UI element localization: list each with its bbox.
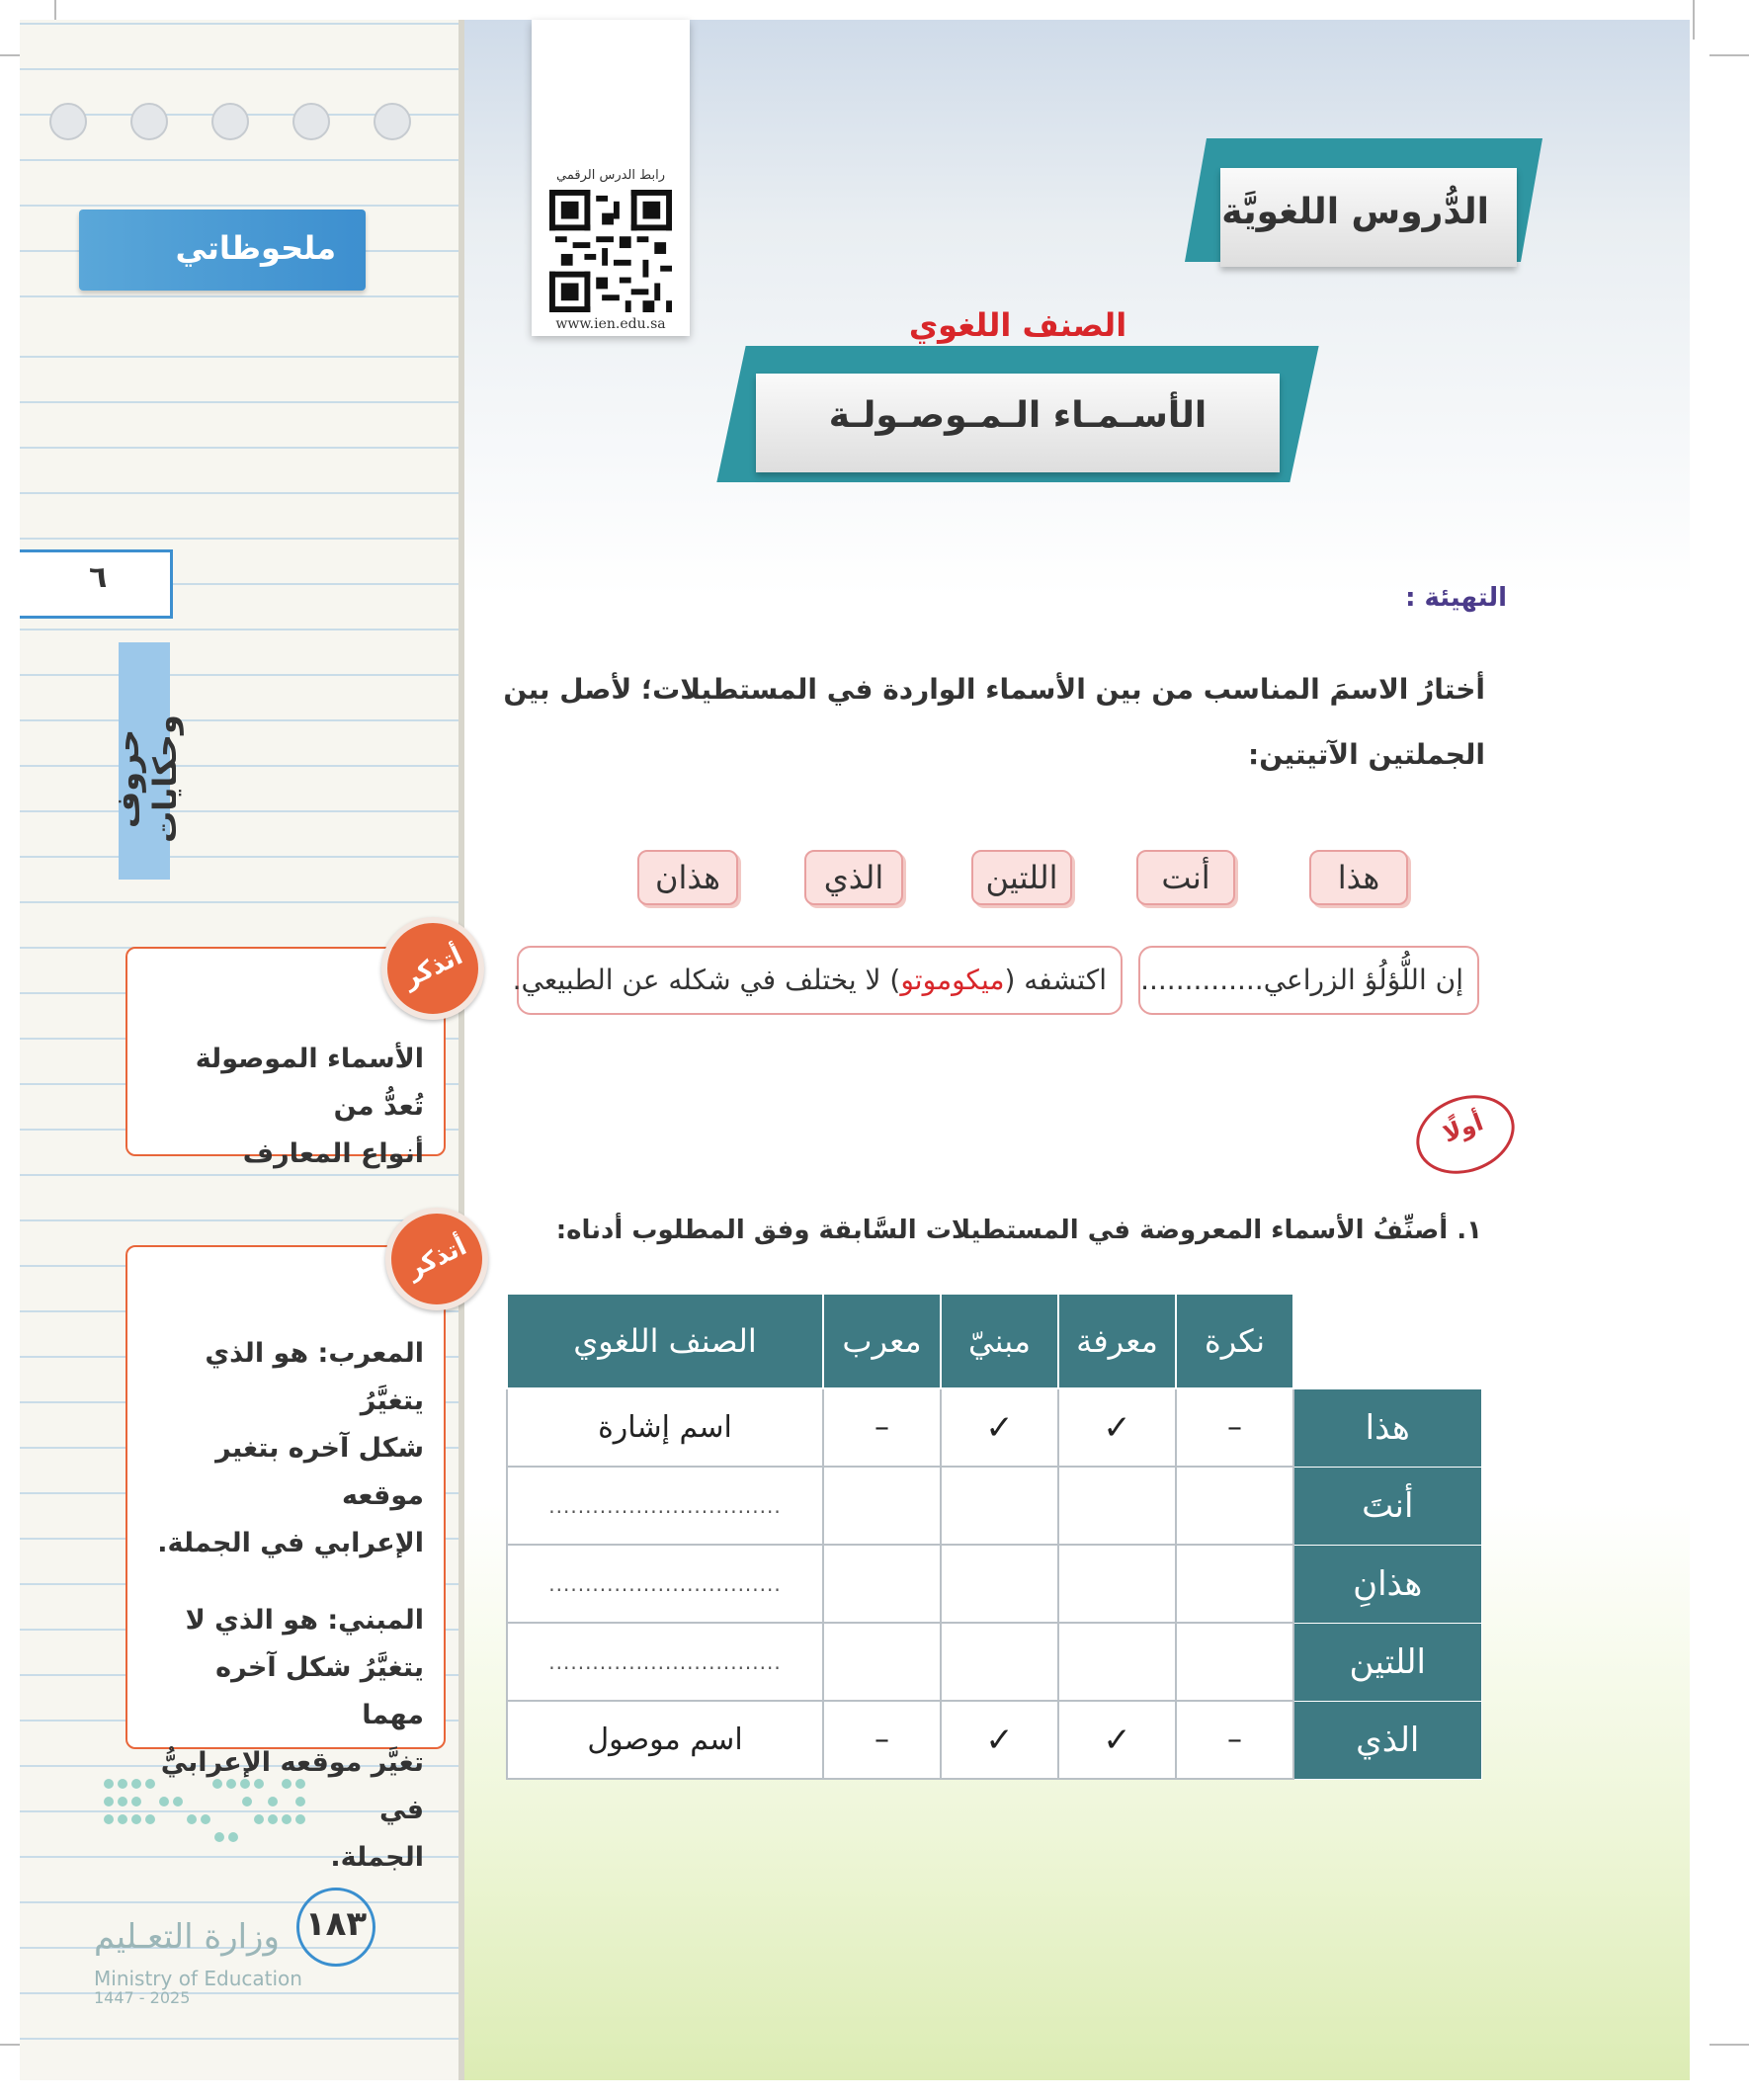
reminder-line: أنواع المعارف [242, 1138, 424, 1169]
table-cell[interactable]: ................................ [507, 1467, 823, 1545]
binder-hole [211, 103, 249, 140]
table-cell[interactable] [941, 1545, 1058, 1623]
category-label: الصنف اللغوي [908, 306, 1127, 344]
table-row [507, 1623, 1481, 1701]
qr-label: رابط الدرس الرقمي [556, 168, 665, 183]
reminder-badge: أتذكر [381, 917, 484, 1020]
sentence-1: إن اللُّؤلُؤ الزراعي.............. [1140, 964, 1463, 996]
table-cell[interactable] [1058, 1623, 1176, 1701]
reminder-line: الأسماء الموصولة تُعدُّ من [195, 1044, 424, 1122]
header-cell: الصنف اللغوي [507, 1294, 823, 1388]
page-number: ١٨٣ [304, 1904, 368, 1944]
table-cell[interactable]: ✓ [1058, 1388, 1176, 1467]
crop-mark [1693, 0, 1695, 40]
unit-title: حروف وحكايات [109, 714, 184, 843]
word-card[interactable]: هذا [1309, 850, 1408, 905]
binder-hole [49, 103, 87, 140]
table-cell[interactable]: ✓ [941, 1388, 1058, 1467]
ministry-name-ar: وزارة التعـليم [94, 1917, 280, 1957]
question-1: ١. أصنِّفُ الأسماء المعروضة في المستطيلات السَّابقة وفق المطلوب أدناه: [555, 1216, 1482, 1245]
crop-mark [1709, 54, 1749, 56]
reminder-line: شكل آخره بتغير موقعه [215, 1433, 424, 1511]
ministry-name-en: Ministry of Education [94, 1967, 302, 1990]
table-cell[interactable]: ✓ [1058, 1701, 1176, 1779]
notes-tab [79, 210, 366, 291]
reminder-line [147, 1567, 424, 1597]
table-cell[interactable]: اسم موصول [507, 1701, 823, 1779]
reminder-line: المبني: هو الذي لا [185, 1605, 424, 1636]
edition-year: 2025 - 1447 [94, 1988, 191, 2007]
qr-url[interactable]: www.ien.edu.sa [555, 316, 666, 332]
table-cell[interactable] [823, 1545, 941, 1623]
table-row [507, 1388, 1481, 1467]
row-word: هذانِ [1293, 1545, 1481, 1623]
binder-hole [374, 103, 411, 140]
reminder-line: الجملة. [330, 1842, 424, 1873]
section-title: الدُّروس اللغويَّة [1221, 192, 1489, 232]
page-number-circle [296, 1888, 375, 1967]
table-row [507, 1467, 1481, 1545]
table-cell[interactable] [1176, 1623, 1293, 1701]
word-card[interactable]: اللتين [971, 850, 1072, 905]
table-cell[interactable]: ................................ [507, 1623, 823, 1701]
section-banner [1220, 168, 1517, 267]
reminder-line: المعرب: هو الذي يتغيَّرُ [205, 1338, 424, 1416]
qr-card[interactable] [532, 20, 690, 336]
unit-number-box [20, 549, 173, 619]
table-cell[interactable] [941, 1467, 1058, 1545]
table-header-row [507, 1294, 1481, 1388]
table-cell[interactable]: – [1176, 1701, 1293, 1779]
table-cell[interactable]: اسم إشارة [507, 1388, 823, 1467]
reminder-box-2 [125, 1245, 446, 1873]
table-cell[interactable]: ................................ [507, 1545, 823, 1623]
unit-title-banner [109, 642, 184, 880]
sentence-card-1 [1138, 946, 1479, 1015]
table-cell[interactable] [1176, 1545, 1293, 1623]
ministry-logo-dots [99, 1774, 316, 1853]
scientist-name: ميكوموتو [900, 964, 1005, 996]
header-cell: مبنيّ [941, 1294, 1058, 1388]
table-cell[interactable]: – [823, 1388, 941, 1467]
sentence-card-2: اكتشفه (ميكوموتو) لا يختلف في شكله عن الطبيعي. [517, 946, 1123, 1015]
classification-table [506, 1293, 1482, 1780]
lesson-banner [756, 374, 1280, 472]
reminder-line: يتغيَّرُ شكل آخره مهما [215, 1652, 424, 1730]
binder-hole [292, 103, 330, 140]
table-cell[interactable] [823, 1467, 941, 1545]
header-cell: معرفة [1058, 1294, 1176, 1388]
notes-title: ملحوظاتي [175, 229, 336, 267]
word-card[interactable]: أنت [1136, 850, 1235, 905]
warmup-label: التهيئة : [1405, 583, 1507, 613]
table-cell[interactable] [1176, 1467, 1293, 1545]
lesson-title: الأسـمـاء الـمـوصـولـة [828, 395, 1208, 436]
unit-number: ٦ [89, 560, 108, 595]
header-cell: نكرة [1176, 1294, 1293, 1388]
row-word: أنتَ [1293, 1467, 1481, 1545]
reminder-line: تغيَّر موقعه الإعرابيُّ في [160, 1747, 424, 1825]
table-row [507, 1701, 1481, 1779]
reminder-badge: أتذكر [385, 1208, 488, 1310]
row-word: هذا [1293, 1388, 1481, 1467]
qr-code-icon[interactable] [549, 190, 672, 312]
row-word: اللتين [1293, 1623, 1481, 1701]
warmup-instruction: أختارُ الاسمَ المناسب من بين الأسماء الواردة في المستطيلات؛ لأصل بين الجملتين الآتيتين: [503, 673, 1485, 771]
reminder-line: الإعرابي في الجملة. [157, 1528, 424, 1558]
row-word: الذي [1293, 1701, 1481, 1779]
header-cell: معرب [823, 1294, 941, 1388]
word-card[interactable]: الذي [804, 850, 903, 905]
table-row [507, 1545, 1481, 1623]
first-activity-stamp: أولًا [1405, 1082, 1526, 1187]
crop-mark [1709, 2044, 1749, 2046]
binder-hole [130, 103, 168, 140]
table-cell[interactable] [1058, 1545, 1176, 1623]
table-cell[interactable]: ✓ [941, 1701, 1058, 1779]
table-cell[interactable] [1058, 1467, 1176, 1545]
word-card[interactable]: هذان [637, 850, 738, 905]
table-cell[interactable] [941, 1623, 1058, 1701]
table-cell[interactable]: – [1176, 1388, 1293, 1467]
table-cell[interactable]: – [823, 1701, 941, 1779]
table-cell[interactable] [823, 1623, 941, 1701]
